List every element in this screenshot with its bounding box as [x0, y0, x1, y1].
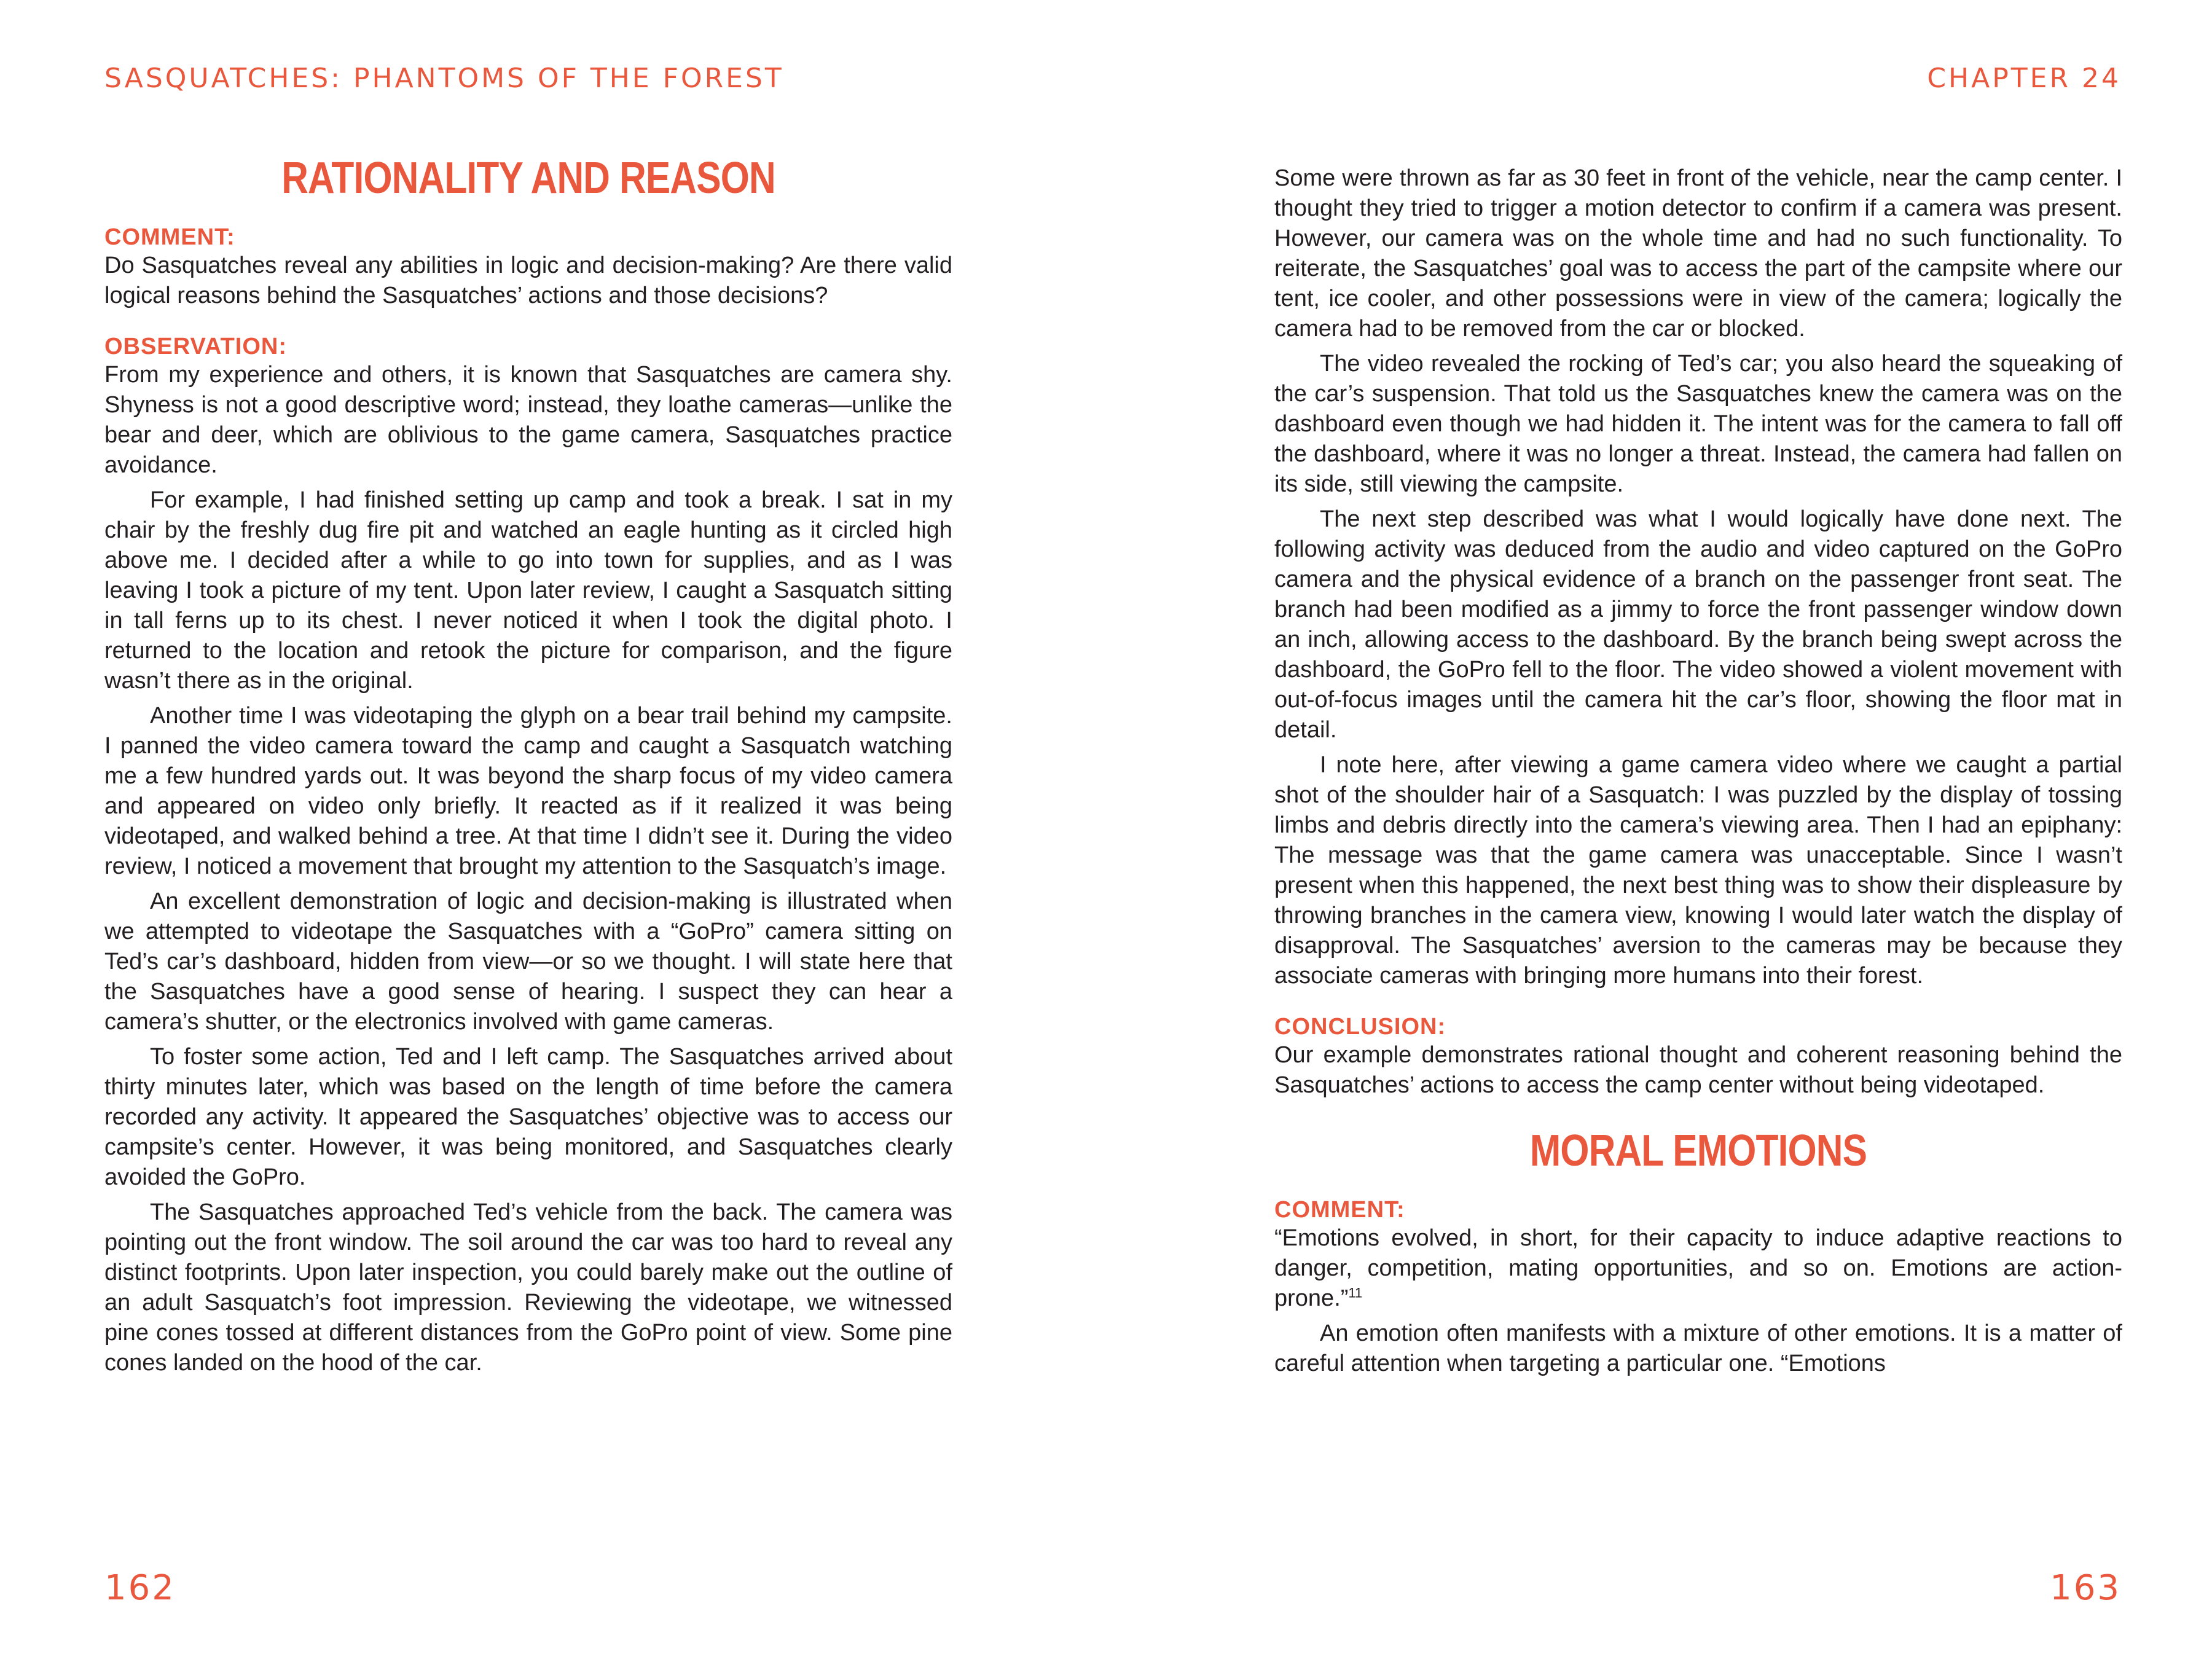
right-page-column [1274, 163, 2122, 1384]
body-paragraph: For example, I had finished setting up camp and took a break. I sat in my chair by the freshly dug fire pit and watched an eagle hunting as it circled high above me. I decided after a while to go into town for supplies, and as I was leaving I took a picture of my tent. Upon later review, I caught a Sasquatch sitting in tall ferns up to its chest. I never noticed it when I took the digital photo. I returned to the location and retook the picture for comparison, and the figure wasn’t there as in the original. [104, 487, 952, 694]
body-paragraph: The Sasquatches approached Ted’s vehicle from the back. The camera was pointing out the front window. The soil around the car was too hard to reveal any distinct footprints. Upon later inspection, you could barely make out the outline of an adult Sasquatch’s foot impression. Reviewing the videotape, we witnessed pine cones tossed at different distances from the GoPro point of view. Some pine cones landed on the hood of the car. [104, 1199, 952, 1376]
body-paragraph: An excellent demonstration of logic and decision-making is illustrated when we attempted to videotape the Sasquatches with a “GoPro” camera sitting on Ted’s car’s dashboard, hidden from view—or so we thought. I will state here that the Sasquatches have a good sense of hearing. I suspect they can hear a camera’s shutter, or the electronics involved with game cameras. [104, 888, 952, 1035]
comment-label: COMMENT: [104, 224, 235, 250]
body-paragraph: An emotion often manifests with a mixture of other emotions. It is a matter of careful attention when targeting a particular one. “Emotions [1274, 1320, 2122, 1376]
running-head-right: CHAPTER 24 [1927, 63, 2121, 94]
quote-paragraph [1274, 1223, 2122, 1314]
body-paragraph: The next step described was what I would logically have done next. The following activity was deduced from the audio and video captured on the GoPro camera and the physical evidence of a branch on the passenger front seat. The branch had been modified as a jimmy to force the front passenger window down an inch, allowing access to the dashboard. By the branch being swept across the dashboard, the GoPro fell to the floor. The video showed a violent movement with out-of-focus images until the camera hit the car’s floor, showing the floor mat in detail. [1274, 506, 2122, 743]
body-paragraph: Some were thrown as far as 30 feet in front of the vehicle, near the camp center. I thought they tried to trigger a motion detector to confirm if a camera was present. However, our camera was on the whole time and had no such functionality. To reiterate, the Sasquatches’ goal was to access the part of the campsite where our tent, ice cooler, and other possessions were in view of the camera; logically the camera had to be removed from the car or blocked. [1274, 165, 2122, 342]
body-paragraph: The video revealed the rocking of Ted’s car; you also heard the squeaking of the car’s suspension. That told us the Sasquatches knew the camera was on the dashboard even though we had hidden it. The intent was for the camera to fall off the dashboard, where it was no longer a threat. Instead, the camera had fallen on its side, still viewing the campsite. [1274, 351, 2122, 497]
footnote-marker[interactable]: 11 [1348, 1285, 1363, 1301]
comment-label: COMMENT: [1274, 1197, 1405, 1223]
conclusion-label: CONCLUSION: [1274, 1014, 1446, 1040]
section-heading-moral-emotions: MORAL EMOTIONS [1529, 1126, 1867, 1175]
conclusion-text: Our example demonstrates rational thought and coherent reasoning behind the Sasquatches’ actions to access the camp center without being videotaped. [1274, 1042, 2122, 1098]
left-page-column [104, 154, 952, 1383]
page-number-left: 162 [104, 1568, 176, 1608]
body-paragraph: To foster some action, Ted and I left camp. The Sasquatches arrived about thirty minutes later, which was based on the length of time before the camera recorded any activity. It appeared the Sasquatches’ objective was to access our campsite’s center. However, it was being monitored, and Sasquatches clearly avoided the GoPro. [104, 1044, 952, 1190]
comment-text: Do Sasquatches reveal any abilities in logic and decision-making? Are there valid logical reasons behind the Sasquatches’ actions and those decisions? [104, 253, 952, 308]
body-paragraph: Another time I was videotaping the glyph on a bear trail behind my campsite. I panned the video camera toward the camp and caught a Sasquatch watching me a few hundred yards out. It was beyond the sharp focus of my video camera and appeared on video only briefly. It reacted as if it realized it was being videotaped, and walked behind a tree. At that time I didn’t see it. During the video review, I noticed a movement that brought my attention to the Sasquatch’s image. [104, 703, 952, 879]
body-paragraph: I note here, after viewing a game camera video where we caught a partial shot of the shoulder hair of a Sasquatch: I was puzzled by the display of tossing limbs and debris directly into the camera’s viewing area. Then I had an epiphany: The message was that the game camera was unacceptable. Since I wasn’t present when this happened, the next best thing was to show their displeasure by throwing branches in the camera view, knowing I would later watch the display of disapproval. The Sasquatches’ aversion to the cameras may be because they associate cameras with bringing more humans into their forest. [1274, 752, 2122, 989]
quote-text: “Emotions evolved, in short, for their capacity to induce adaptive reactions to danger, competition, mating opportunities, and so on. Emotions are action-prone.” [1274, 1225, 2122, 1311]
page-number-right: 163 [2050, 1568, 2121, 1608]
body-paragraph: From my experience and others, it is known that Sasquatches are camera shy. Shyness is not a good descriptive word; instead, they loathe cameras—unlike the bear and deer, which are oblivious to the game camera, Sasquatches practice avoidance. [104, 362, 952, 478]
running-head-left: SASQUATCHES: PHANTOMS OF THE FOREST [104, 63, 784, 94]
observation-label: OBSERVATION: [104, 334, 288, 359]
section-heading-rationality: RATIONALITY AND REASON [281, 154, 775, 203]
